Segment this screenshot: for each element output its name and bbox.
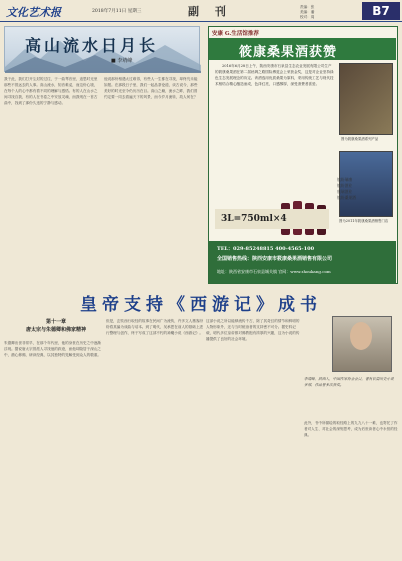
- main-title: 皇帝支持《西游记》成书: [80, 295, 322, 315]
- distributor-item: 缤纷瑞康: [337, 177, 353, 182]
- product-photo-caption: 图为筱康桑果酒系列产品: [341, 137, 379, 141]
- article-banner: [4, 26, 200, 72]
- ad-body: [215, 63, 335, 87]
- chapter-subhead: 第十一章 唐太宗与朱德卿和佛家精神: [25, 319, 86, 333]
- author-bio: 李靖峰，陕西人，中国作家协会会员，著有长篇历史小说多部，作品曾多次获奖。: [304, 377, 394, 387]
- editor-line: 美编：潘: [300, 10, 315, 14]
- ad-paragraph: 2016年6月28日上午，陕西安康市石泉县生态农业发展有限公司生产的筱康桑果酒在第二届丝绸之路国际博览会上荣获金奖，这是对企业坚持绿色生态发展理念的肯定。该酒选用优质桑果为原料，采用传统工艺与现代技术相结合精心酿造而成，色泽红亮，口感醇厚，深受消费者喜爱。: [215, 64, 334, 86]
- ad-phone: TEL：029-85248815 400-4565-100: [217, 246, 315, 252]
- ad-headline: 筱康桑果酒获赞: [239, 45, 338, 60]
- bottom-column-2: 但是，玄奘西行取经的故事在民间广为流传，许多文人墨客纷纷将其编为戏曲与话本。到了明代，吴承恩在前人的基础上进行整理与创作，终于写成了这部不朽的神魔小说《西游记》。: [106, 319, 204, 335]
- masthead: 文化艺术报: [6, 6, 61, 19]
- page-number: B7: [362, 2, 400, 20]
- page-header: [0, 0, 402, 22]
- editor-line: 校对：周: [300, 15, 315, 19]
- ad-headline-bar: [209, 38, 396, 60]
- article-column-1: 我于此，我们打开尘封的过往，于一曲琴音里，追思时光里那些不曾远去的人事。高山流水，知音难觅，而这份心境，在每个人的心中都有着不同的理解与感悟。有的人在山水之间寻找自我，有的人在书卷之中安放灵魂，而我则在一首古曲中，找到了那份久违的宁静与感动。: [4, 77, 98, 105]
- editor-line: 责编：张: [300, 5, 315, 9]
- store-photo-caption: 图为2011年筱康桑果酒销售门店: [339, 219, 389, 223]
- price-label: 3L=750ml×4: [221, 214, 287, 224]
- article-title: 高山流水日月长: [25, 36, 159, 55]
- ad-sales-line: 全国销售热线：陕西安康市筱康桑果酒销售有限公司: [217, 256, 333, 262]
- bottom-column-4: 此外，书中所描绘的取经路上的九九八十一难，也寄托了作者对人生、对社会的深刻思考，成为后世读者心中永恒的经典。: [304, 421, 398, 437]
- distributor-item: 康瑞酒业: [337, 189, 353, 194]
- article-column-2: 他说那份相遇太过难得，有些人一生都在寻找，却终究未能如愿。在那段日子里，我们一起品茶论道，谈古说今，那些美好的时光至今仍历历在目。高山之巅，流水之畔，我们曾约定要一同去看遍天下的风景，而今岁月流转，故人何在？: [104, 77, 198, 99]
- product-photo: [339, 63, 393, 135]
- distributor-item: 缤纷酒业: [337, 183, 353, 188]
- ad-address: 地址：陕西省安康市石泉县城关镇 官网：www.zhoukang.com: [217, 269, 331, 274]
- author-face: [350, 322, 372, 350]
- price-box: [215, 209, 329, 229]
- distributor-item: 缤纷桑果酒: [337, 195, 356, 200]
- advertisement: [208, 26, 398, 284]
- ad-tagline: 安康 G.生活馆推荐: [212, 31, 259, 37]
- feature-article: [4, 26, 202, 288]
- bottom-column-3: 这部小说之所以能够流传千古，除了其奇幻的情节和鲜明的人物形象外，还与当时统治者的支持密不可分。据史料记载，明代多位皇帝都对佛教抱有浓厚的兴趣，这为小说的传播提供了良好的社会环境。: [206, 319, 300, 341]
- section-title: 副 刊: [188, 5, 232, 18]
- issue-date: 2018年7月11日 星期三: [92, 9, 142, 14]
- distributor-list: [337, 177, 393, 201]
- article-byline: ■ 李靖峰: [111, 58, 133, 64]
- editor-credits: [300, 5, 314, 20]
- bottom-column-1: 朱德卿出世非常早，在那个年代里，他的身世在历史之中逐渐浮现。据说唐太宗曾派人寻找他的踪迹，而他却隐居于深山之中，潜心修佛，研读经典，以其独特的见解受到众人的敬重。: [4, 341, 102, 357]
